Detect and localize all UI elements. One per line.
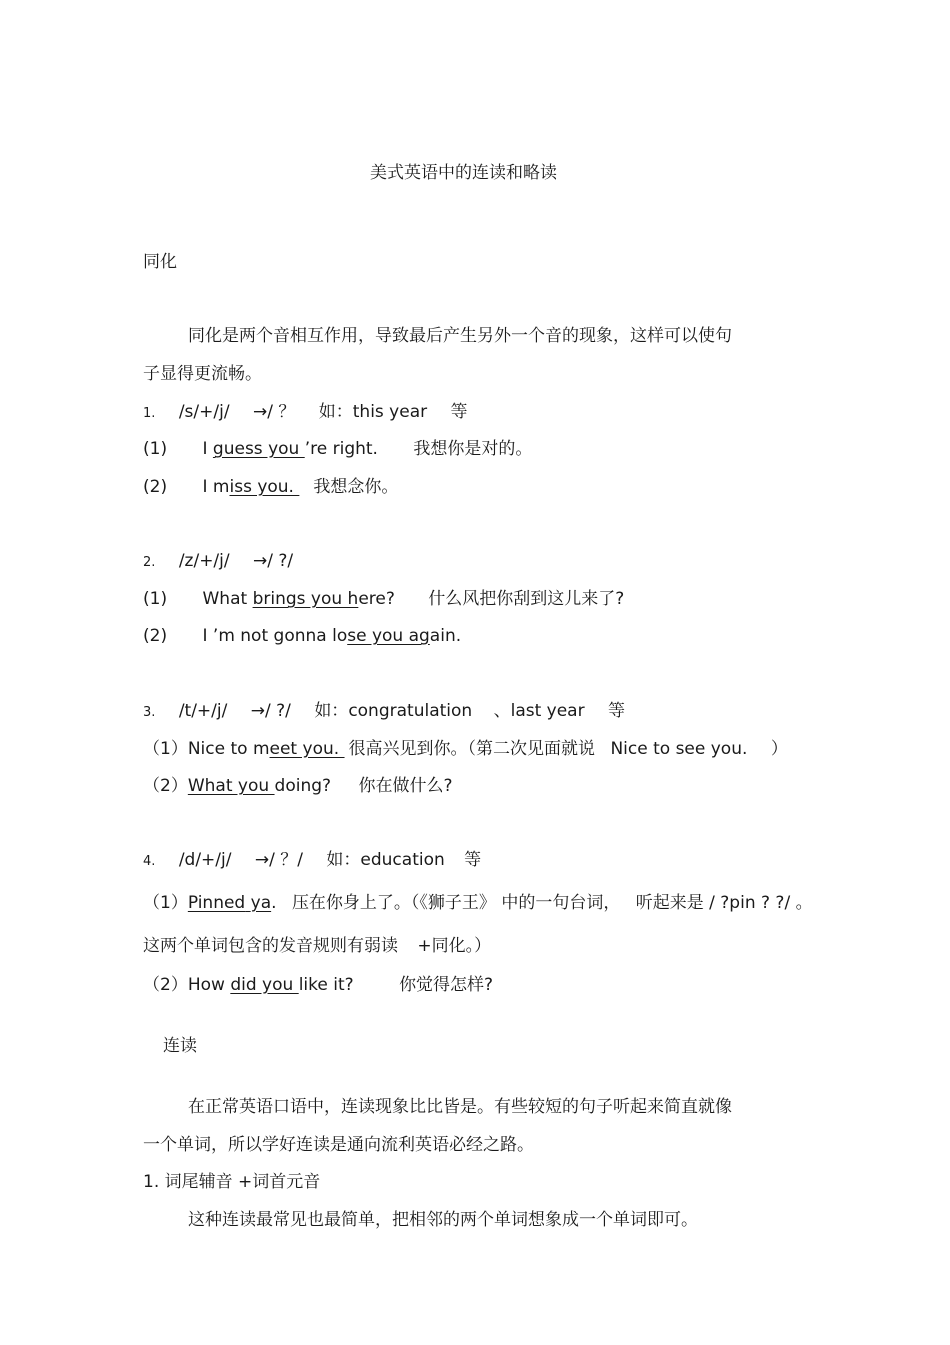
example-line [143,438,532,460]
example-index: （2） [143,776,188,796]
rule-arrow: →/ ？/ [254,850,303,870]
example-translation: 压在你身上了。（《狮子王》 中的一句台词， [291,893,621,913]
example-label: 如： [326,850,361,870]
example-underlined: did you [230,975,299,995]
example-continuation [143,935,491,957]
example-pre: I [202,439,213,459]
subsection-heading: 1. 词尾辅音 +词首元音 [143,1172,321,1192]
example-label: 如： [318,402,353,422]
example-post: ain. [429,626,462,646]
example-underlined: What you [187,776,275,796]
example-underlined: brings you h [252,589,359,609]
example-text: education [360,850,445,870]
rule-arrow: →/ ?/ [253,551,294,571]
etc-text: 等 [464,850,482,870]
example-translation: 我想你是对的。 [413,439,533,459]
example-index: (2) [143,477,168,497]
example-post: . [271,893,277,913]
subsection-description: 这种连读最常见也最简单，把相邻的两个单词想象成一个单词即可。 [188,1210,698,1230]
example-pre: How [187,975,231,995]
example-index: (2) [143,626,168,646]
example-label: 如： [314,701,349,721]
rule-arrow: →/ ？ [252,402,296,422]
example-underlined: ya [250,893,272,913]
example-line [143,476,398,498]
rule-number: 3. [143,705,156,720]
example-translation: 很高兴见到你。（第二次见面就说 [348,739,596,759]
example-post: doing? [274,776,332,796]
rule-number: 1. [143,406,156,421]
rule-1 [143,401,468,425]
example-text-2: 、last year [493,701,585,721]
rule-number: 2. [143,555,156,570]
example-english-2: Nice to see you. [610,739,748,759]
etc-text: 等 [450,402,468,422]
example-pre: I m [202,477,230,497]
example-post: like it? [298,975,354,995]
example-index: （1） [143,739,188,759]
example-index: （1） [143,893,188,913]
example-pre: What [202,589,253,609]
example-translation: 我想念你。 [313,477,399,497]
rule-formula: /s/+/j/ [178,402,230,422]
section1-intro-line1: 同化是两个音相互作用，导致最后产生另外一个音的现象，这样可以使句 [188,326,732,346]
rule-formula: /d/+/j/ [178,850,232,870]
example-translation: 你在做什么? [358,776,453,796]
rule-4 [143,849,481,873]
rule-2 [143,550,293,574]
page-title: 美式英语中的连读和略读 [370,163,557,183]
section-heading-assimilation: 同化 [143,252,177,272]
example-post: ere? [358,589,395,609]
section1-intro-line2: 子显得更流畅。 [143,364,262,384]
section2-intro-line1: 在正常英语口语中，连读现象比比皆是。有些较短的句子听起来简直就像 [188,1097,732,1117]
example-translation: 你觉得怎样? [399,975,494,995]
example-line [143,775,453,797]
section2-intro-line2: 一个单词，所以学好连读是通向流利英语必经之路。 [143,1135,534,1155]
example-text: congratulation [348,701,473,721]
example-post: ’re right. [304,439,378,459]
example-translation-2: 听起来是 / ?pin ? ?/ 。 [635,893,813,913]
rule-3 [143,700,625,724]
example-continuation-text-2: +同化。） [417,936,492,956]
etc-text: 等 [608,701,625,721]
example-underlined: Pinned [187,893,246,913]
example-line [143,738,788,760]
example-index: (1) [143,589,168,609]
example-underlined: eet you. [269,739,345,759]
example-index: (1) [143,439,168,459]
example-underlined: se you ag [347,626,430,646]
rule-arrow: →/ ?/ [250,701,291,721]
example-continuation-text: 这两个单词包含的发音规则有弱读 [143,936,398,956]
example-line [143,892,813,914]
example-pre: I ’m not gonna lo [202,626,348,646]
example-underlined: iss you. [229,477,300,497]
example-line [143,974,493,996]
example-index: （2） [143,975,188,995]
example-underlined: guess you [212,439,305,459]
rule-number: 4. [143,854,156,869]
example-line [143,625,461,647]
rule-formula: /z/+/j/ [178,551,230,571]
example-text: this year [352,402,428,422]
example-close: ） [770,739,788,759]
rule-formula: /t/+/j/ [178,701,228,721]
example-translation: 什么风把你刮到这儿来了? [428,589,625,609]
section-heading-liaison: 连读 [163,1036,197,1056]
example-pre: Nice to m [187,739,270,759]
example-line [143,588,624,610]
